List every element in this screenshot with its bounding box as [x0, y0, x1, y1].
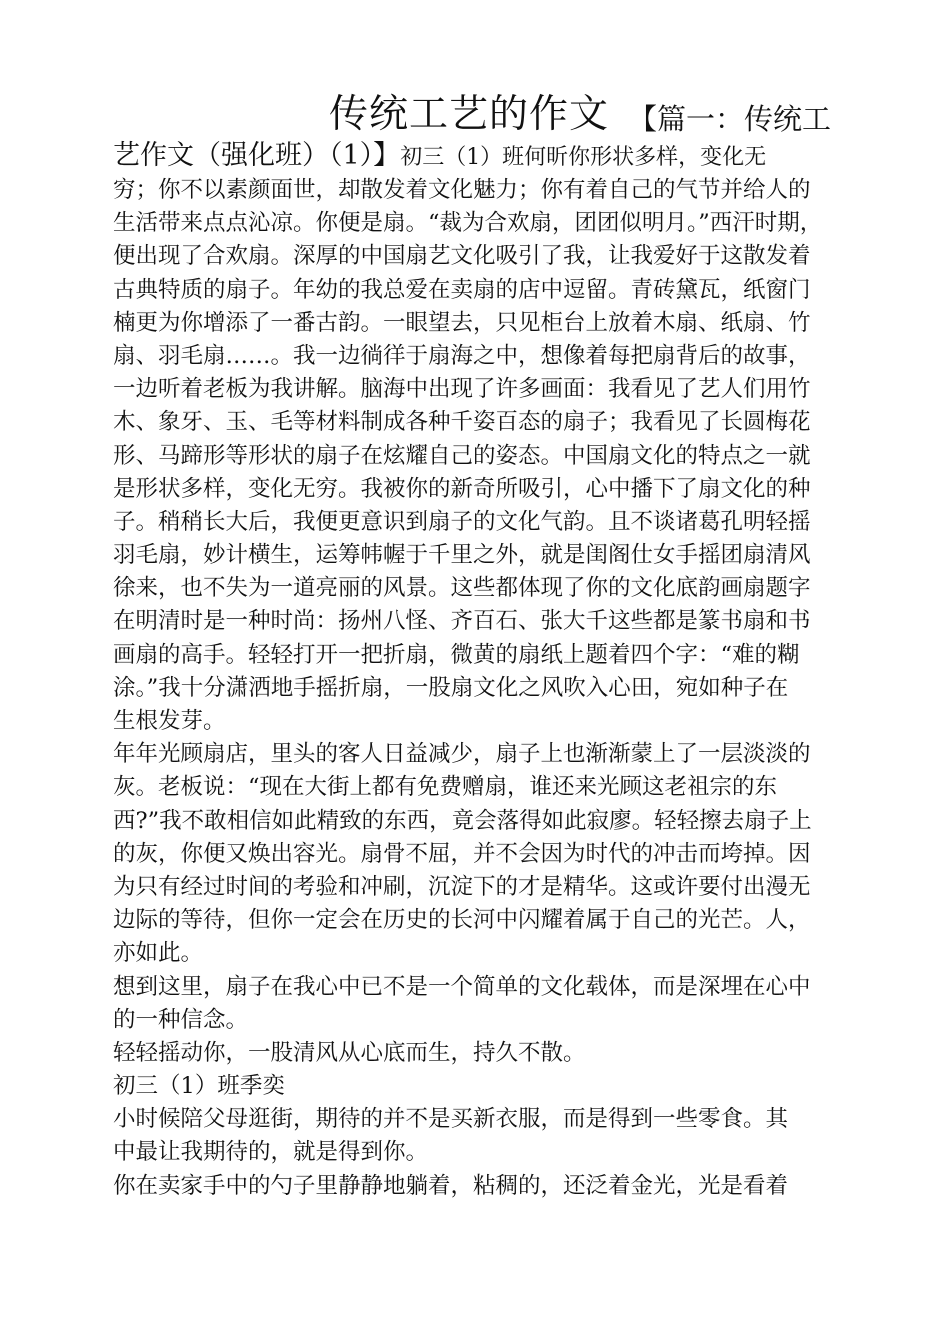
text-line: 小时候陪父母逛街，期待的并不是买新衣服，而是得到一些零食。其: [113, 1106, 789, 1133]
text-line: 楠更为你增添了一番古韵。一眼望去，只见柜台上放着木扇、纸扇、竹: [113, 309, 811, 336]
body-text-start: 初三（1）班何昕你形状多样，变化无: [400, 145, 767, 170]
text-line: 中最让我期待的，就是得到你。: [113, 1139, 429, 1166]
text-line: 画扇的高手。轻轻打开一把折扇，微黄的扇纸上题着四个字：“难的糊: [113, 641, 800, 668]
text-line: 徐来，也不失为一道亮丽的风景。这些都体现了你的文化底韵画扇题字: [113, 575, 811, 602]
text-line: 灰。老板说：“现在大街上都有免费赠扇，谁还来光顾这老祖宗的东: [113, 774, 778, 801]
text-line: 的一种信念。: [113, 1006, 249, 1033]
text-line: 在明清时是一种时尚：扬州八怪、齐百石、张大千这些都是篆书扇和书: [113, 608, 811, 635]
text-line: 年年光顾扇店，里头的客人日益减少，扇子上也渐渐蒙上了一层淡淡的: [113, 741, 811, 768]
text-line: 穷；你不以素颜面世，却散发着文化魅力；你有着自己的气节并给人的: [113, 177, 811, 203]
text-line: 边际的等待，但你一定会在历史的长河中闪耀着属于自己的光芒。人，: [113, 907, 811, 934]
text-line: 轻轻摇动你，一股清风从心底而生，持久不散。: [113, 1039, 586, 1066]
document-title: 传统工艺的作文: [329, 92, 610, 137]
text-line: 你在卖家手中的勺子里静静地躺着，粘稠的，还泛着金光，光是看着: [113, 1172, 789, 1199]
text-line: 是形状多样，变化无穷。我被你的新奇所吸引，心中播下了扇文化的种: [113, 475, 811, 502]
text-line: 想到这里，扇子在我心中已不是一个简单的文化载体，而是深埋在心中: [113, 973, 811, 1000]
subtitle-continuation: 艺作文（强化班）（1）】: [113, 140, 401, 171]
text-line: [113, 138, 841, 174]
text-line: 涂。”我十分潇洒地手摇折扇，一股扇文化之风吹入心田，宛如种子在: [113, 674, 789, 701]
text-line: 木、象牙、玉、毛等材料制成各种千姿百态的扇子；我看见了长圆梅花: [113, 409, 811, 436]
author-line: 初三（1）班季奕: [113, 1073, 285, 1100]
text-line: 西?”我不敢相信如此精致的东西，竟会落得如此寂廖。轻轻擦去扇子上: [113, 807, 812, 834]
text-line: 的灰，你便又焕出容光。扇骨不屈，并不会因为时代的冲击而垮掉。因: [113, 840, 811, 867]
text-line: 形、马蹄形等形状的扇子在炫耀自己的姿态。中国扇文化的特点之一就: [113, 442, 811, 469]
text-line: 便出现了合欢扇。深厚的中国扇艺文化吸引了我，让我爱好于这散发着: [113, 243, 811, 270]
text-line: 为只有经过时间的考验和冲刷，沉淀下的才是精华。这或许要付出漫无: [113, 873, 811, 900]
text-line: 亦如此。: [113, 940, 204, 967]
text-line: 子。稍稍长大后，我便更意识到扇子的文化气韵。且不谈诸葛孔明轻摇: [113, 508, 811, 535]
text-line: 羽毛扇，妙计横生，运筹帏幄于千里之外，就是闺阁仕女手摇团扇清风: [113, 542, 811, 569]
text-line: 生活带来点点沁凉。你便是扇。“裁为合欢扇，团团似明月。”西汗时期，: [113, 210, 823, 237]
document-subtitle: 【篇一：传统工: [628, 102, 832, 136]
text-line: 扇、羽毛扇……。我一边徜徉于扇海之中，想像着每把扇背后的故事，: [113, 342, 811, 369]
document-page: [113, 92, 841, 1203]
text-line: 一边听着老板为我讲解。脑海中出现了许多画面：我看见了艺人们用竹: [113, 376, 811, 403]
title-line: [113, 92, 841, 138]
text-line: 生根发芽。: [113, 708, 226, 734]
text-line: 古典特质的扇子。年幼的我总爱在卖扇的店中逗留。青砖黛瓦，纸窗门: [113, 276, 811, 303]
